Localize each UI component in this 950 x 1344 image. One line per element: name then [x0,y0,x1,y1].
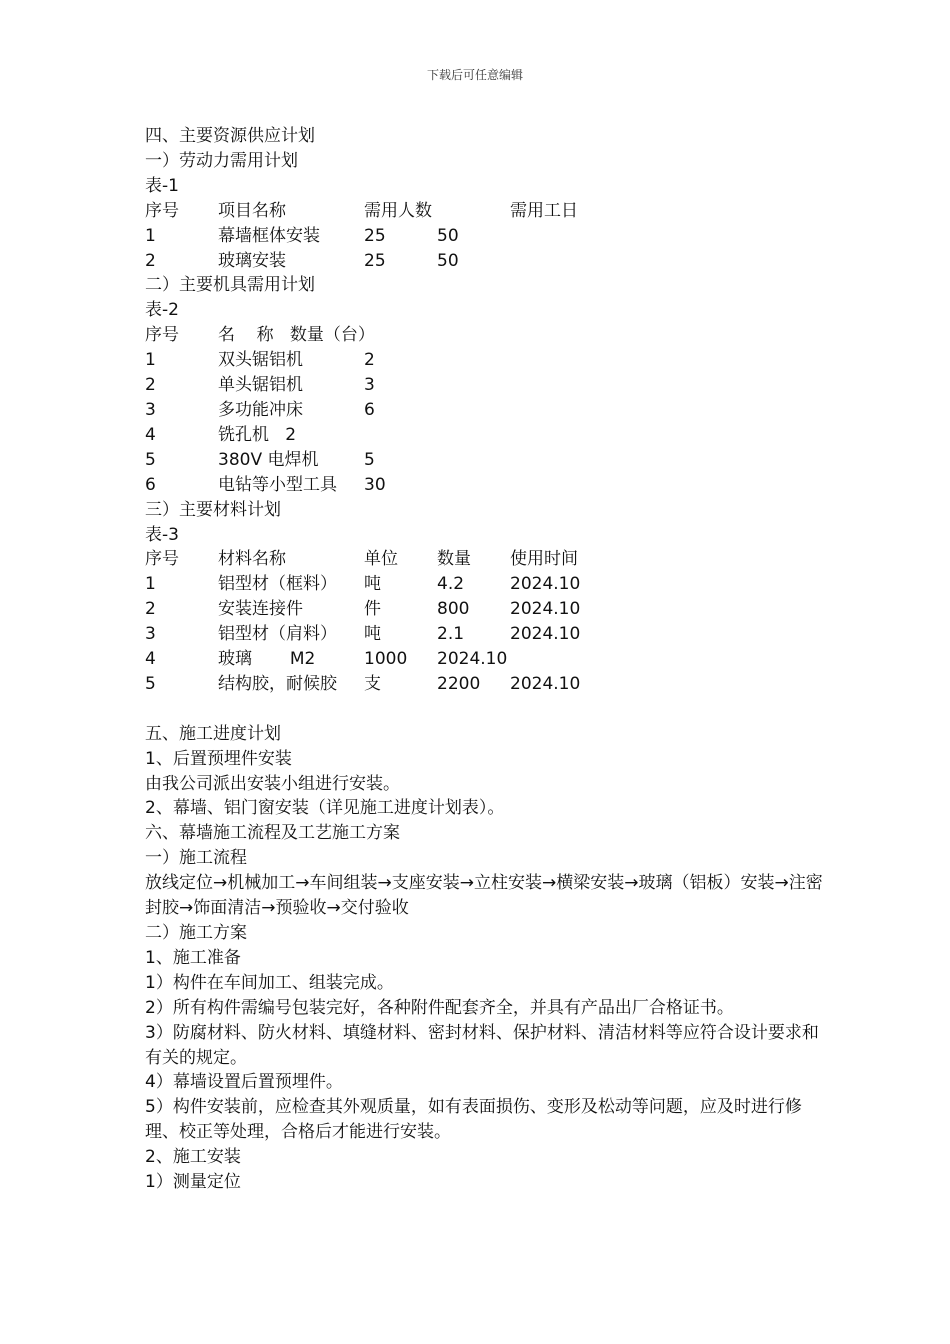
table-cell: 3 [145,624,156,645]
table-cell: 1000 [364,649,408,670]
section5-item1: 1、后置预埋件安装 [145,748,292,769]
table-cell: 支 [364,673,381,694]
labor-plan-heading: 一）劳动力需用计划 [145,150,298,171]
table-cell: 2 [145,599,156,620]
table-cell: 2.1 [437,624,465,645]
table1-col-people: 需用人数 [364,200,432,221]
prep-item: 3）防腐材料、防火材料、填缝材料、密封材料、保护材料、清洁材料等应符合设计要求和有关的规定。 [145,1022,819,1068]
table-row [145,622,825,647]
section5-item1-text: 由我公司派出安装小组进行安装。 [145,773,400,794]
flow-heading: 一）施工流程 [145,848,247,869]
table-row [145,224,825,249]
table-header-cell: 材料名称 [218,549,286,570]
table-cell: 50 [437,250,459,271]
table-cell: 玻璃 M2 [218,649,316,670]
prep-heading: 1、施工准备 [145,947,241,968]
materials-plan-heading: 三）主要材料计划 [145,499,281,520]
table-cell: 件 [364,599,381,620]
table-row [145,398,825,423]
document-body [145,124,825,1195]
table-cell: 电钻等小型工具 [218,474,337,495]
table-row [145,423,825,448]
table-cell: 4.2 [437,574,465,595]
table-cell: 4 [145,649,156,670]
page-header: 下载后可任意编辑 [426,68,523,82]
table-cell: 铝型材（肩料） [218,624,337,645]
table-cell: 5 [145,449,156,470]
table-row [145,373,825,398]
section5-title: 五、施工进度计划 [145,723,281,744]
table-row [145,672,825,697]
table-row [145,473,825,498]
install-item1: 1）测量定位 [145,1172,241,1193]
prep-item: 4）幕墙设置后置预埋件。 [145,1072,343,1093]
table-cell: 幕墙框体安装 [218,225,320,246]
table-cell: 2024.10 [510,624,581,645]
section5-item2: 2、幕墙、铝门窗安装（详见施工进度计划表）。 [145,798,505,819]
prep-item: 2）所有构件需编号包装完好，各种附件配套齐全，并具有产品出厂合格证书。 [145,997,734,1018]
table-cell: 安装连接件 [218,599,303,620]
table-cell: 800 [437,599,470,620]
table-cell: 单头锯铝机 [218,375,303,396]
table-cell: 25 [364,225,386,246]
table-cell: 2024.10 [510,599,581,620]
flow-text: 放线定位→机械加工→车间组装→支座安装→立柱安装→横梁安装→玻璃（铝板）安装→注密封胶→饰面清洁→预验收→交付验收 [145,873,823,919]
table-header-cell: 数量 [437,549,471,570]
table-cell: 2024.10 [510,574,581,595]
table-header-cell: 使用时间 [510,549,578,570]
table-cell: 5 [145,673,156,694]
table-cell: 铝型材（框料） [218,574,337,595]
install-heading: 2、施工安装 [145,1147,241,1168]
table-cell: 2024.10 [510,673,581,694]
table-cell: 多功能冲床 [218,399,303,420]
table1-header-row [145,199,825,224]
spacer [145,697,825,722]
table-header-cell: 序号 [145,549,179,570]
table1-col-days: 需用工日 [510,200,578,221]
section4-title: 四、主要资源供应计划 [145,126,315,146]
table-cell: 25 [364,250,386,271]
plan-heading: 二）施工方案 [145,922,247,943]
table-cell: 1 [145,350,156,371]
table-cell: 50 [437,225,459,246]
table-row [145,249,825,274]
table-row [145,448,825,473]
table-cell: 吨 [364,574,381,595]
table2-col-no: 序号 [145,325,179,346]
table-cell: 双头锯铝机 [218,350,303,371]
table-cell: 380V 电焊机 [218,449,319,470]
section6-title: 六、幕墙施工流程及工艺施工方案 [145,823,400,844]
table2-col-name-qty: 名 称 数量（台） [218,325,375,346]
table-cell: 玻璃安装 [218,250,286,271]
table-cell: 2 [145,250,156,271]
table-cell: 2024.10 [437,649,508,670]
table-row [145,647,825,672]
table3-header-row [145,547,825,572]
table-cell: 6 [145,474,156,495]
table3-label: 表-3 [145,524,179,545]
prep-item: 5）构件安装前，应检查其外观质量，如有表面损伤、变形及松动等问题，应及时进行修理、校正等处理，合格后才能进行安装。 [145,1097,802,1143]
table-cell: 6 [364,399,375,420]
table1-label: 表-1 [145,175,179,196]
table2-header-row [145,323,825,348]
table2-label: 表-2 [145,300,179,321]
table-cell: 3 [364,375,375,396]
table-cell: 30 [364,474,386,495]
table-cell: 2200 [437,673,481,694]
table-cell: 2 [364,350,375,371]
table-cell: 4 [145,424,156,445]
table-header-cell: 单位 [364,549,398,570]
table-cell: 5 [364,449,375,470]
table1-col-name: 项目名称 [218,200,286,221]
table-cell: 铣孔机 2 [218,424,297,445]
machines-plan-heading: 二）主要机具需用计划 [145,275,315,296]
prep-item: 1）构件在车间加工、组装完成。 [145,972,394,993]
table-cell: 3 [145,399,156,420]
table-cell: 结构胶，耐候胶 [218,673,337,694]
table-cell: 吨 [364,624,381,645]
table-cell: 1 [145,574,156,595]
table-cell: 2 [145,375,156,396]
table-row [145,572,825,597]
table-row [145,348,825,373]
table-row [145,597,825,622]
table-cell: 1 [145,225,156,246]
table1-col-no: 序号 [145,200,179,221]
